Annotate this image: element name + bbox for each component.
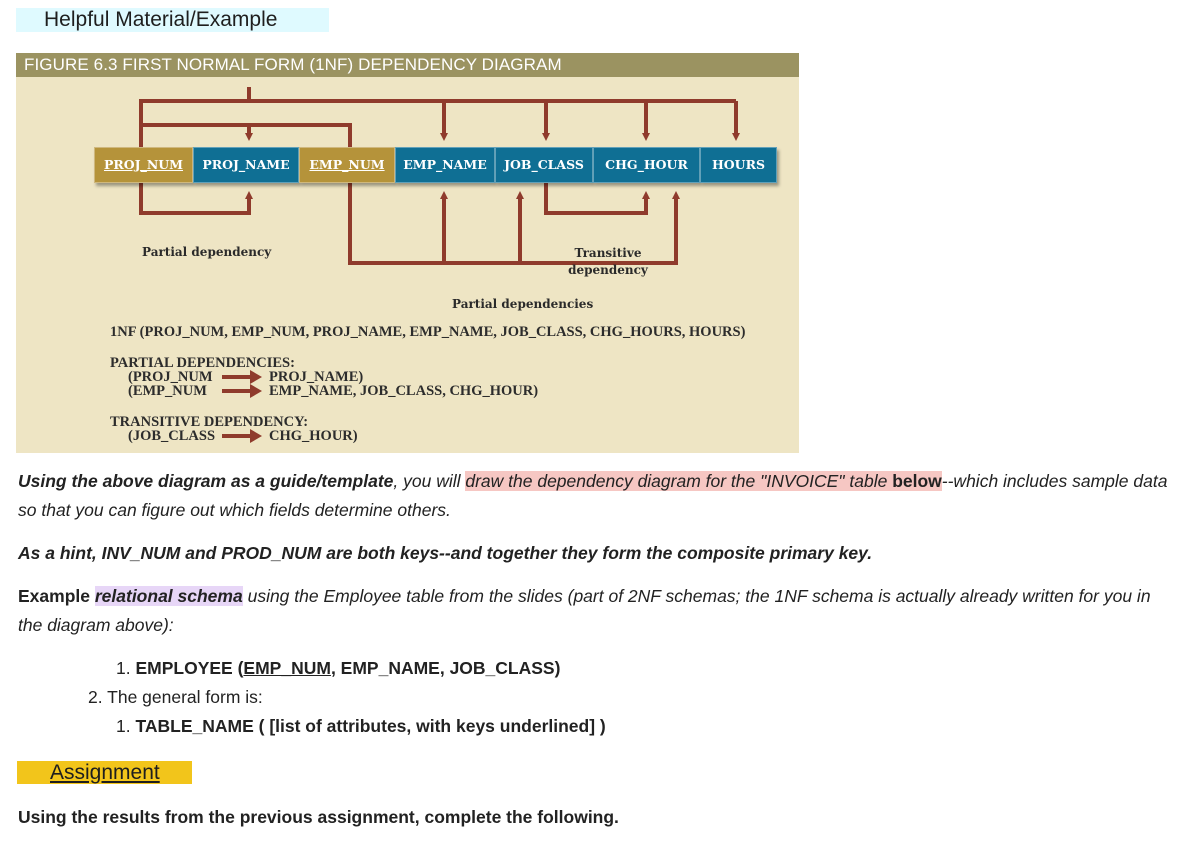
partial-dep-2-right: EMP_NAME, JOB_CLASS, CHG_HOUR) [269, 383, 539, 399]
transitive-dependency-line [546, 183, 646, 213]
partial-dep-1-left: (PROJ_NUM [128, 369, 213, 385]
list-item-general-form: 2. The general form is: [88, 687, 263, 707]
partial-dep-2-left: (EMP_NUM [128, 383, 207, 399]
list-item-employee: 1. EMPLOYEE (EMP_NUM, EMP_NAME, JOB_CLASS) [116, 658, 561, 678]
attr-proj-num: PROJ_NUM [94, 147, 193, 183]
helpful-material-heading: Helpful Material/Example [16, 8, 329, 32]
attr-chg-hour: CHG_HOUR [593, 147, 700, 183]
top-inner-path [141, 125, 350, 147]
attr-proj-name: PROJ_NAME [193, 147, 299, 183]
attr-emp-num: EMP_NUM [299, 147, 395, 183]
hint-paragraph: As a hint, INV_NUM and PROD_NUM are both keys--and together they form the composite primary key. [18, 543, 873, 563]
assignment-heading: Assignment [17, 761, 192, 784]
partial-dep-1-right: PROJ_NAME) [269, 369, 364, 385]
figure-caption: FIGURE 6.3 FIRST NORMAL FORM (1NF) DEPENDENCY DIAGRAM [16, 53, 799, 77]
partial-arrows-icon [222, 370, 266, 402]
partial-dependencies-heading: PARTIAL DEPENDENCIES: [110, 355, 295, 371]
transitive-arrow-icon [222, 429, 266, 445]
figure-1nf-dependency-diagram [16, 53, 799, 453]
partial-dependencies-label: Partial dependencies [452, 297, 594, 311]
partial-dependency-label: Partial dependency [142, 245, 272, 259]
attr-hours: HOURS [700, 147, 777, 183]
transitive-dependency-heading: TRANSITIVE DEPENDENCY: [110, 414, 309, 430]
attr-job-class: JOB_CLASS [495, 147, 593, 183]
list-item-table-name: 1. TABLE_NAME ( [list of attributes, with keys underlined] ) [116, 716, 606, 736]
partial-dependency-line [141, 183, 249, 213]
instruction-paragraph: Using the above diagram as a guide/template, you will draw the dependency diagram for the "INVOICE" table below--which includes sample data so that you can figure out which fields determine others. [18, 471, 1168, 520]
attr-emp-name: EMP_NAME [395, 147, 495, 183]
transitive-dep-right: CHG_HOUR) [269, 428, 358, 444]
assignment-text: Using the results from the previous assignment, complete the following. [18, 807, 619, 827]
transitive-dep-left: (JOB_CLASS [128, 428, 216, 444]
dependency-arrows [16, 77, 799, 317]
transitive-dependency-label: Transitive dependency [568, 246, 648, 277]
example-paragraph: Example relational schema using the Employee table from the slides (part of 2NF schemas; the 1NF schema is actually already written for you in the diagram above): [18, 586, 1151, 635]
nf-schema-line: 1NF (PROJ_NUM, EMP_NUM, PROJ_NAME, EMP_NAME, JOB_CLASS, CHG_HOURS, HOURS) [110, 324, 746, 340]
